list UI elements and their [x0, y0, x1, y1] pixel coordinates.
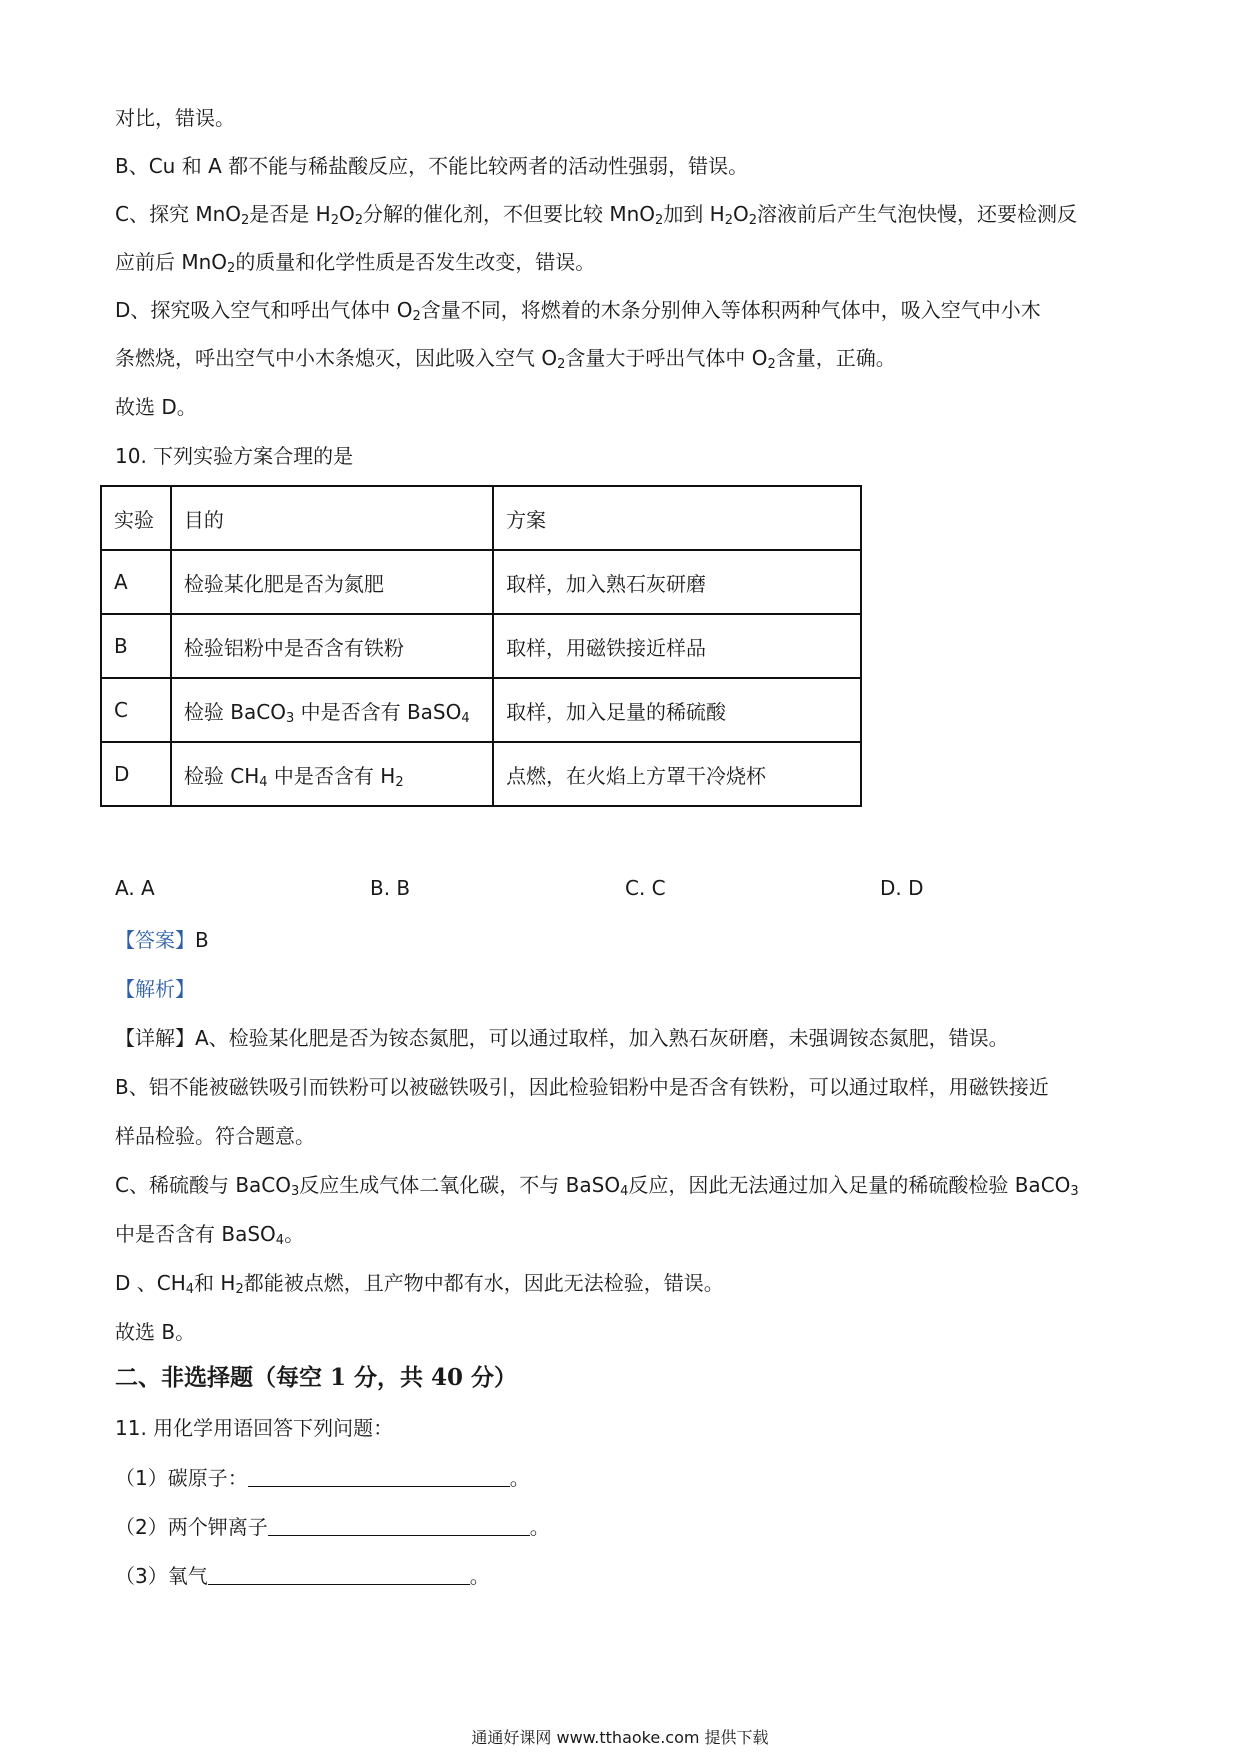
row-label: C	[101, 678, 171, 742]
answer-blank[interactable]	[248, 1466, 510, 1487]
option-a: A. A	[115, 876, 155, 900]
answer-line	[115, 926, 209, 954]
table-row	[101, 614, 861, 678]
answer-tag: 【答案】	[115, 928, 195, 952]
section-title: 二、非选择题（每空 1 分，共 40 分）	[115, 1364, 518, 1391]
detail-c2: 中是否含有 BaSO$_4$。	[115, 1222, 305, 1248]
row-plan: 取样，用磁铁接近样品	[493, 614, 861, 678]
detail-tag: 【详解】	[115, 1026, 195, 1050]
row-plan: 取样，加入熟石灰研磨	[493, 550, 861, 614]
detail-b2: 样品检验。符合题意。	[115, 1124, 315, 1148]
row-plan: 取样，加入足量的稀硫酸	[493, 678, 861, 742]
prev-line-c1: C、探究 MnO$_2$是否是 $H_2O_2$分解的催化剂，不但要比较 MnO$_2$加到 $H_2O_2$溶液前后产生气泡快慢，还要检测反	[115, 202, 1078, 228]
table-row	[101, 742, 861, 806]
answer-value: B	[195, 928, 209, 952]
prev-line-b: B、Cu 和 A 都不能与稀盐酸反应，不能比较两者的活动性强弱，错误。	[115, 154, 749, 178]
prev-conclusion: 故选 D。	[115, 395, 197, 419]
fill-item-3: （3）氧气 。	[115, 1564, 490, 1588]
row-plan: 点燃，在火焰上方罩干冷烧杯	[493, 742, 861, 806]
fill-item-1: （1）碳原子： 。	[115, 1466, 530, 1490]
row-purpose: 检验 $CH_4$ 中是否含有 $H_2$	[171, 742, 493, 806]
row-label: D	[101, 742, 171, 806]
option-d: D. D	[880, 876, 924, 900]
detail-c1: C、稀硫酸与 BaCO$_3$反应生成气体二氧化碳，不与 BaSO$_4$反应，因此无法通过加入足量的稀硫酸检验 BaCO$_3$	[115, 1173, 1079, 1199]
row-label: B	[101, 614, 171, 678]
fill-item-2: （2）两个钾离子 。	[115, 1515, 550, 1539]
row-label: A	[101, 550, 171, 614]
header-plan: 方案	[493, 486, 861, 550]
q10-conclusion: 故选 B。	[115, 1320, 196, 1344]
prev-line-0: 对比，错误。	[115, 106, 235, 130]
table-row	[101, 678, 861, 742]
prev-line-d2: 条燃烧，呼出空气中小木条熄灭，因此吸入空气 $O_2$含量大于呼出气体中 $O_2$含量，正确。	[115, 346, 896, 372]
prev-line-c2: 应前后 MnO$_2$的质量和化学性质是否发生改变，错误。	[115, 250, 596, 276]
experiment-table	[100, 485, 862, 807]
prev-line-d1: D、探究吸入空气和呼出气体中 $O_2$含量不同，将燃着的木条分别伸入等体积两种气体中，吸入空气中小木	[115, 298, 1041, 324]
question-10-stem: 10. 下列实验方案合理的是	[115, 444, 354, 468]
analysis-tag: 【解析】	[115, 977, 195, 1001]
row-purpose: 检验铝粉中是否含有铁粉	[171, 614, 493, 678]
question-11-stem: 11. 用化学用语回答下列问题：	[115, 1416, 394, 1440]
detail-b1: B、铝不能被磁铁吸引而铁粉可以被磁铁吸引，因此检验铝粉中是否含有铁粉，可以通过取样，用磁铁接近	[115, 1075, 1049, 1099]
option-b: B. B	[370, 876, 411, 900]
detail-d: D 、$CH_4$和 $H_2$都能被点燃，且产物中都有水，因此无法检验，错误。	[115, 1271, 724, 1297]
page-footer: 通通好课网 www.tthaoke.com 提供下载	[471, 1728, 769, 1747]
row-purpose: 检验某化肥是否为氮肥	[171, 550, 493, 614]
answer-blank[interactable]	[208, 1564, 470, 1585]
table-row	[101, 550, 861, 614]
detail-a: 【详解】A、检验某化肥是否为铵态氮肥，可以通过取样，加入熟石灰研磨，未强调铵态氮肥，错误。	[115, 1026, 1009, 1050]
option-c: C. C	[625, 876, 666, 900]
header-experiment: 实验	[101, 486, 171, 550]
row-purpose: 检验 BaCO$_3$ 中是否含有 BaSO$_4$	[171, 678, 493, 742]
table-header-row	[101, 486, 861, 550]
answer-blank[interactable]	[268, 1515, 530, 1536]
header-purpose: 目的	[171, 486, 493, 550]
